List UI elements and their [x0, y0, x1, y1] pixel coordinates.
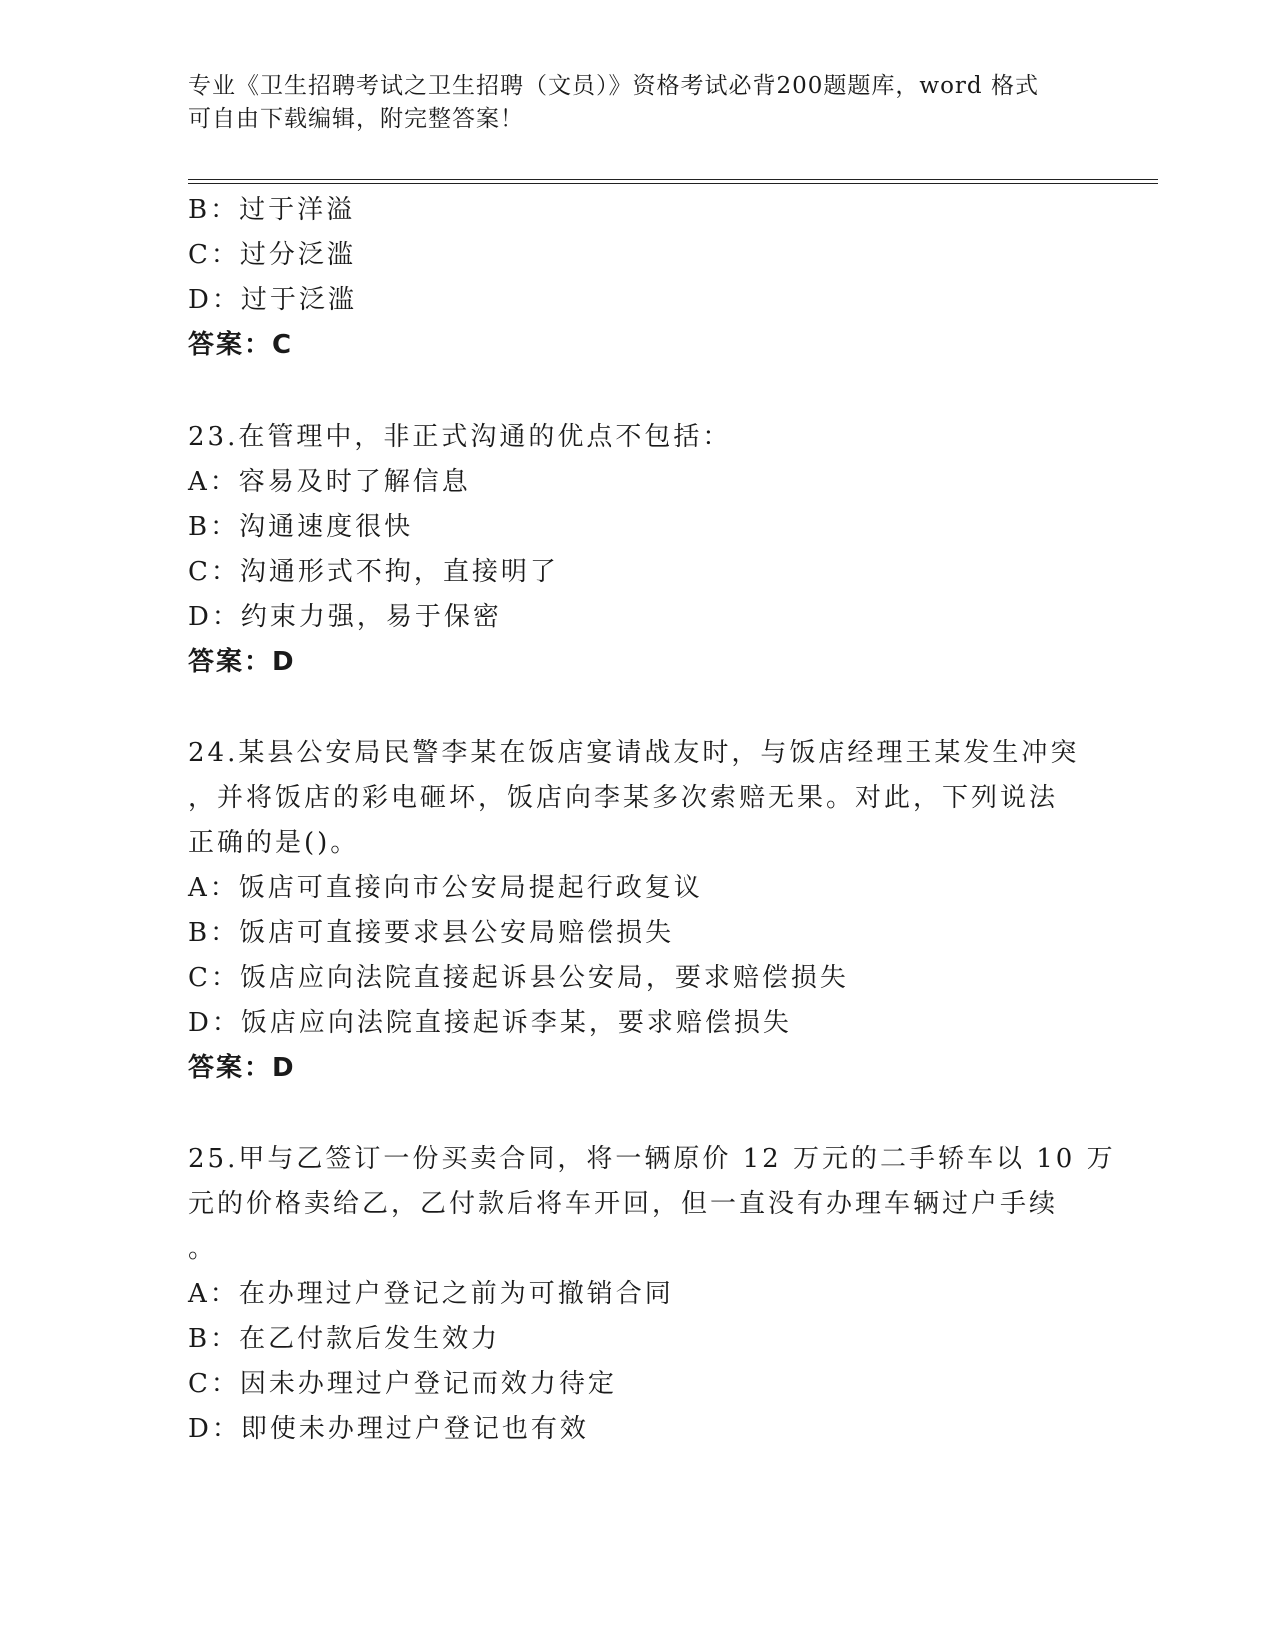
q24-option-b: B：饭店可直接要求县公安局赔偿损失	[188, 918, 675, 948]
q25-stem-line-3: 。	[188, 1234, 218, 1264]
header-line-1: 专业《卫生招聘考试之卫生招聘（文员）》资格考试必背200题题库，word 格式	[188, 73, 1039, 99]
q24-answer: 答案：D	[188, 1053, 296, 1083]
q24-stem-line-1: 24.某县公安局民警李某在饭店宴请战友时，与饭店经理王某发生冲突	[188, 738, 1080, 768]
header-divider-bottom	[188, 183, 1158, 184]
q23-option-a: A：容易及时了解信息	[188, 467, 471, 497]
q23-answer: 答案：D	[188, 647, 296, 677]
q25-option-c: C：因未办理过户登记而效力待定	[188, 1369, 617, 1399]
q22-option-c: C：过分泛滥	[188, 240, 356, 270]
q25-option-d: D：即使未办理过户登记也有效	[188, 1414, 589, 1444]
q25-option-b: B：在乙付款后发生效力	[188, 1324, 501, 1354]
q24-stem-line-3: 正确的是()。	[188, 828, 360, 858]
q23-stem: 23.在管理中，非正式沟通的优点不包括：	[188, 422, 732, 452]
q22-option-d: D：过于泛滥	[188, 285, 357, 315]
header-divider-top	[188, 179, 1158, 180]
q25-stem-line-2: 元的价格卖给乙，乙付款后将车开回，但一直没有办理车辆过户手续	[188, 1189, 1059, 1219]
q23-option-d: D：约束力强，易于保密	[188, 602, 502, 632]
q24-option-d: D：饭店应向法院直接起诉李某，要求赔偿损失	[188, 1008, 792, 1038]
q23-option-b: B：沟通速度很快	[188, 512, 414, 542]
page-header	[188, 70, 1068, 136]
q24-option-a: A：饭店可直接向市公安局提起行政复议	[188, 873, 703, 903]
q25-stem-line-1: 25.甲与乙签订一份买卖合同，将一辆原价 12 万元的二手轿车以 10 万	[188, 1144, 1116, 1174]
q24-stem-line-2: ，并将饭店的彩电砸坏，饭店向李某多次索赔无果。对此，下列说法	[188, 783, 1059, 813]
header-line-2: 可自由下载编辑，附完整答案！	[188, 106, 524, 132]
q23-option-c: C：沟通形式不拘，直接明了	[188, 557, 559, 587]
q22-option-b: B：过于洋溢	[188, 195, 356, 225]
q25-option-a: A：在办理过户登记之前为可撤销合同	[188, 1279, 674, 1309]
q22-answer: 答案：C	[188, 330, 294, 360]
q24-option-c: C：饭店应向法院直接起诉县公安局，要求赔偿损失	[188, 963, 849, 993]
